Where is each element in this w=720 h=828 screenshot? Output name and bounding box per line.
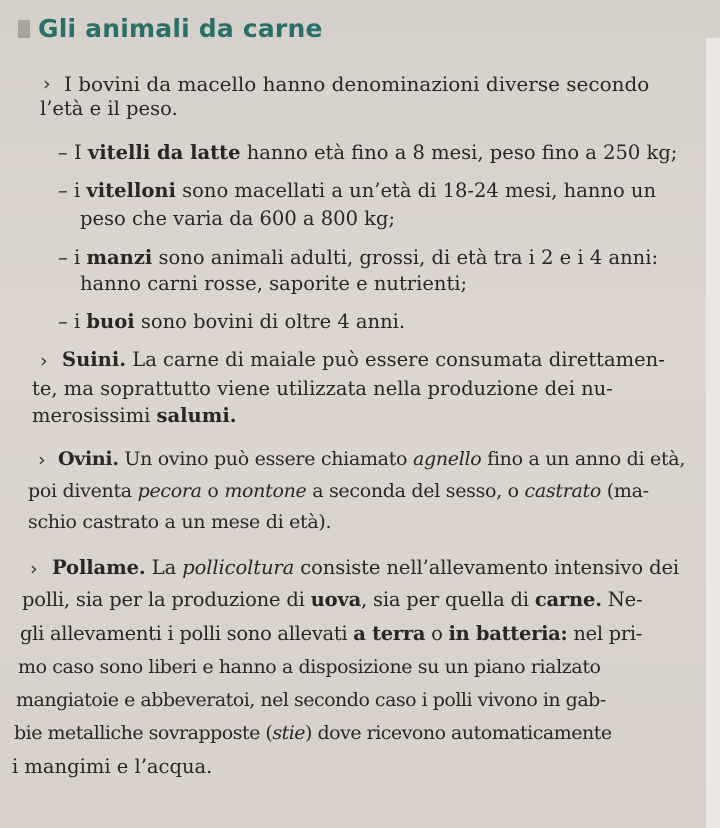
text-line: Suini. La carne di maiale può essere consumata direttamen- [62, 348, 665, 371]
heading-marker-square [18, 20, 30, 38]
text-line: gli allevamenti i polli sono allevati a terra o in batteria: nel pri- [20, 622, 643, 645]
term-manzi: manzi [86, 246, 153, 269]
text-line: – i manzi sono animali adulti, grossi, di età tra i 2 e i 4 anni: [58, 246, 659, 269]
bullet-marker-icon: › [40, 350, 48, 372]
text-line: peso che varia da 600 a 800 kg; [80, 207, 396, 230]
text-line: poi diventa pecora o montone a seconda del sesso, o castrato (ma- [28, 480, 649, 502]
term-vitelli: vitelli da latte [87, 141, 241, 164]
heading-title: Gli animali da carne [38, 14, 323, 43]
text-line: I bovini da macello hanno denominazioni diverse secondo [64, 72, 650, 96]
text-line: Pollame. La pollicoltura consiste nell’allevamento intensivo dei [52, 556, 680, 579]
bullet-marker-icon: › [38, 449, 46, 471]
term-suini: Suini. [62, 348, 127, 371]
text-line: hanno carni rosse, saporite e nutrienti; [80, 272, 468, 295]
bullet-marker-icon: › [30, 558, 38, 580]
section-heading [18, 14, 323, 43]
term-salumi: salumi. [156, 404, 237, 427]
text-line: polli, sia per la produzione di uova, sia per quella di carne. Ne- [22, 588, 643, 611]
text-line: Ovini. Un ovino può essere chiamato agnello fino a un anno di età, [58, 448, 686, 470]
term-buoi: buoi [86, 310, 135, 333]
text-line: l’età e il peso. [40, 97, 178, 120]
bullet-marker-icon: › [43, 73, 51, 95]
page-edge [706, 38, 720, 828]
term-vitelloni: vitelloni [86, 179, 176, 202]
text-line: schio castrato a un mese di età). [28, 511, 332, 533]
text-line: merosissimi salumi. [32, 404, 237, 427]
text-line: – I vitelli da latte hanno età fino a 8 mesi, peso fino a 250 kg; [58, 141, 678, 164]
term-ovini: Ovini. [58, 448, 119, 470]
text-line: mangiatoie e abbeveratoi, nel secondo caso i polli vivono in gab- [16, 689, 606, 711]
text-line: – i vitelloni sono macellati a un’età di 18-24 mesi, hanno un [58, 179, 657, 202]
text-line: – i buoi sono bovini di oltre 4 anni. [58, 310, 406, 333]
text-line: i mangimi e l’acqua. [12, 755, 213, 778]
text-line: te, ma soprattutto viene utilizzata nella produzione dei nu- [32, 377, 613, 400]
text-line: mo caso sono liberi e hanno a disposizione su un piano rialzato [18, 656, 601, 678]
term-pollame: Pollame. [52, 556, 146, 579]
text-line: bie metalliche sovrapposte (stie) dove ricevono automaticamente [14, 722, 612, 744]
